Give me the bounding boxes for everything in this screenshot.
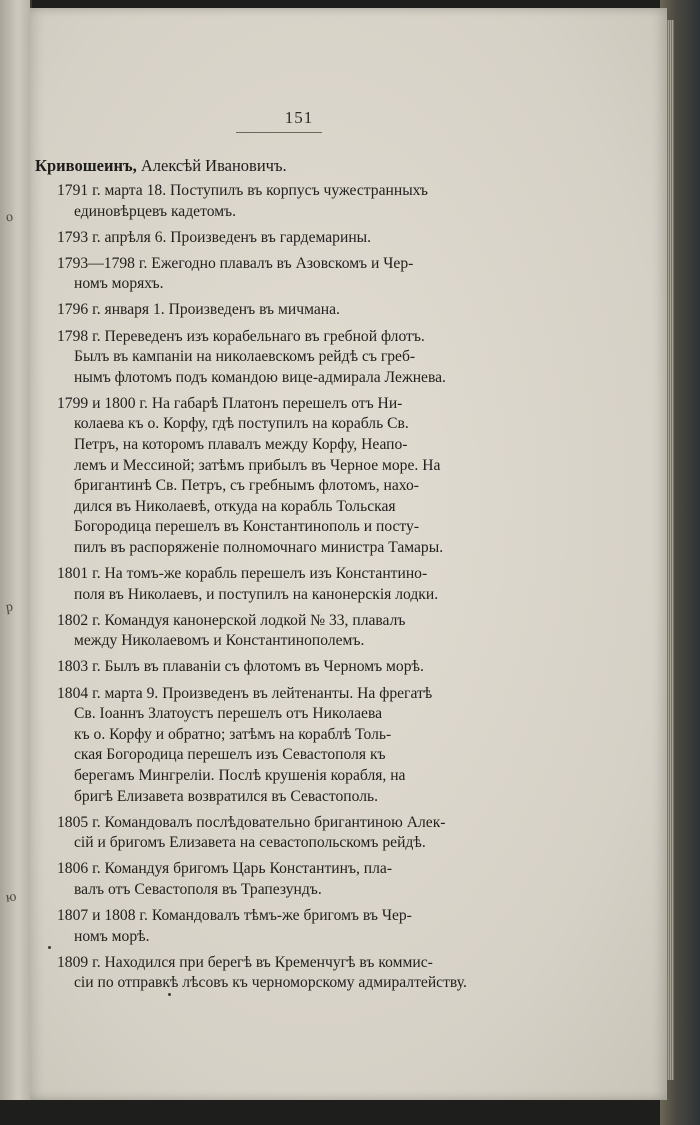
entry-first-line: 1798 г. Переведенъ изъ корабельнаго въ гребной флотъ. bbox=[57, 327, 425, 345]
entry-continuation-line: Петръ, на которомъ плавалъ между Корфу, Неапо- bbox=[74, 436, 408, 454]
entry-first-line: 1793 г. апрѣля 6. Произведенъ въ гардемарины. bbox=[57, 228, 372, 246]
entry-first-line: 1801 г. На томъ-же корабль перешелъ изъ Константино- bbox=[57, 565, 428, 583]
entry-continuation-line: между Николаевомъ и Константинополемъ. bbox=[74, 632, 365, 650]
entry-first-line: 1809 г. Находился при берегѣ въ Кременчугѣ въ коммис- bbox=[57, 953, 433, 971]
page-number: 151 bbox=[284, 108, 314, 127]
entry-first-line: 1796 г. января 1. Произведенъ въ мичмана. bbox=[57, 301, 340, 319]
print-speck bbox=[168, 993, 171, 996]
page-edge-mark: ю bbox=[4, 889, 18, 906]
entry-continuation-line: валъ отъ Севастополя въ Трапезундъ. bbox=[74, 880, 322, 898]
entry-continuation-line: бригѣ Елизавета возвратился въ Севастополь. bbox=[74, 787, 378, 805]
entry-continuation-line: пилъ въ распоряженіе полномочнаго министра Тамары. bbox=[74, 539, 444, 556]
record-entry bbox=[57, 953, 527, 994]
entry-continuation-line: ская Богородица перешелъ изъ Севастополя къ bbox=[74, 746, 386, 764]
entry-continuation-line: Богородица перешелъ въ Константинополь и посту- bbox=[74, 518, 420, 536]
entry-continuation-line: номъ морѣ. bbox=[74, 927, 150, 945]
book-page bbox=[30, 8, 667, 1100]
record-entry bbox=[57, 181, 527, 222]
print-speck bbox=[48, 946, 51, 949]
entry-first-line: 1805 г. Командовалъ послѣдовательно бригантиною Алек- bbox=[57, 813, 446, 831]
entry-first-line: 1803 г. Былъ въ плаваніи съ флотомъ въ Черномъ морѣ. bbox=[57, 658, 424, 676]
entry-continuation-line: поля въ Николаевъ, и поступилъ на канонерскія лодки. bbox=[74, 585, 439, 603]
record-entry bbox=[57, 254, 527, 295]
record-entry bbox=[57, 859, 527, 900]
entry-continuation-line: единовѣрцевъ кадетомъ. bbox=[74, 202, 237, 220]
entry-continuation-line: бригантинѣ Св. Петръ, съ гребнымъ флотомъ, нахо- bbox=[74, 477, 419, 495]
entry-continuation-line: номъ моряхъ. bbox=[74, 275, 164, 293]
entry-first-line: 1804 г. марта 9. Произведенъ въ лейтенанты. На фрегатѣ bbox=[57, 684, 433, 702]
entry-first-line: 1799 и 1800 г. На габарѣ Платонъ перешелъ отъ Ни- bbox=[57, 394, 403, 412]
record-entry bbox=[57, 394, 527, 559]
entry-first-line: 1806 г. Командуя бригомъ Царь Константинъ, пла- bbox=[57, 860, 393, 878]
record-entry bbox=[57, 611, 527, 652]
record-entry bbox=[57, 657, 527, 678]
entry-continuation-line: колаева къ о. Корфу, гдѣ поступилъ на корабль Св. bbox=[74, 415, 409, 433]
left-page-edge bbox=[0, 0, 32, 1100]
record-entry bbox=[57, 327, 527, 389]
entry-continuation-line: Св. Іоаннъ Златоустъ перешелъ отъ Николаева bbox=[74, 705, 383, 723]
entry-continuation-line: къ о. Корфу и обратно; затѣмъ на кораблѣ Толь- bbox=[74, 725, 392, 743]
entry-continuation-line: Былъ въ кампаніи на николаевскомъ рейдѣ съ греб- bbox=[74, 348, 416, 366]
page-edge-mark: о bbox=[4, 209, 14, 226]
record-entry bbox=[57, 300, 527, 321]
entry-continuation-line: сій и бригомъ Елизавета на севастопольскомъ рейдѣ. bbox=[74, 834, 426, 852]
page-edge-mark: р bbox=[4, 599, 14, 616]
entry-heading bbox=[35, 156, 287, 176]
record-entry bbox=[57, 684, 527, 808]
record-entry bbox=[57, 813, 527, 854]
entry-continuation-line: нымъ флотомъ подъ командою вице-адмирала Лежнева. bbox=[74, 368, 446, 386]
heading-name: Алексѣй Ивановичъ. bbox=[140, 156, 287, 175]
page-number-rule bbox=[236, 132, 322, 133]
entry-continuation-line: сіи по отправкѣ лѣсовъ къ черноморскому адмиралтейству. bbox=[74, 974, 467, 992]
entry-first-line: 1793—1798 г. Ежегодно плавалъ въ Азовскомъ и Чер- bbox=[57, 254, 414, 272]
entry-first-line: 1807 и 1808 г. Командовалъ тѣмъ-же бригомъ въ Чер- bbox=[57, 907, 412, 924]
record-entry bbox=[57, 564, 527, 605]
record-entry bbox=[57, 906, 527, 947]
entry-first-line: 1791 г. марта 18. Поступилъ въ корпусъ чужестранныхъ bbox=[57, 182, 428, 199]
entry-first-line: 1802 г. Командуя канонерской лодкой № 33, плавалъ bbox=[57, 611, 406, 629]
heading-surname: Кривошеинъ, bbox=[35, 156, 137, 175]
service-record-list bbox=[57, 181, 527, 999]
entry-continuation-line: дился въ Николаевѣ, откуда на корабль Тольская bbox=[74, 497, 396, 515]
record-entry bbox=[57, 228, 527, 249]
entry-continuation-line: лемъ и Мессиной; затѣмъ прибылъ въ Черное море. На bbox=[74, 456, 441, 474]
entry-continuation-line: берегамъ Мингреліи. Послѣ крушенія корабля, на bbox=[74, 766, 406, 784]
